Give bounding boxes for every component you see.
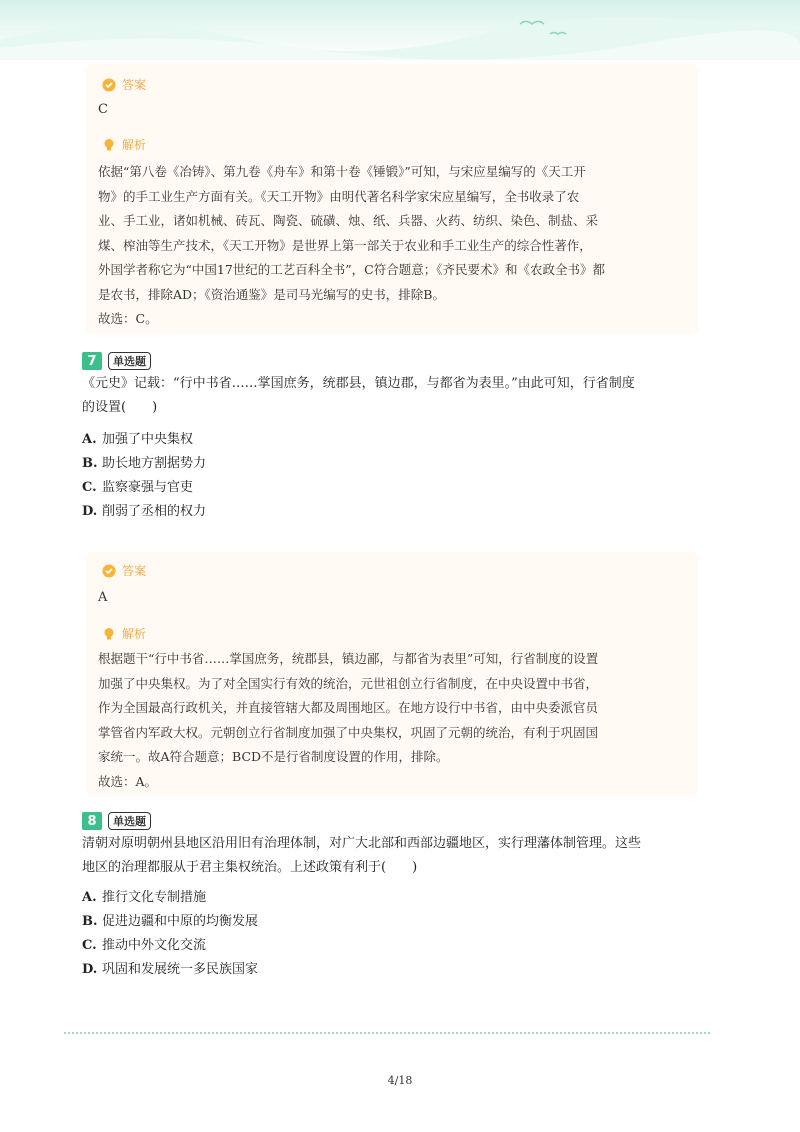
lightbulb-icon xyxy=(102,138,116,152)
option-c[interactable]: C. 监察豪强与官吏 xyxy=(82,480,194,495)
check-circle-icon xyxy=(102,78,116,92)
option-d[interactable]: D. 巩固和发展统一多民族国家 xyxy=(82,962,259,977)
footer-divider xyxy=(64,1032,710,1034)
question-type-badge: 单选题 xyxy=(108,352,151,370)
analysis-text: 依据“第八卷《冶铸》、第九卷《舟车》和第十卷《锤锻》”可知，与宋应星编写的《天工开 物》的手工业生产方面有关。《天工开物》由明代著名科学家宋应星编写，全书收录了农 业、手工业，诸如机械、砖瓦、陶瓷、硫磺、烛、纸、兵器、火药、纺织、染色、制盐、采 煤、榨油等生产技术，《天工开物》是世界上第一部关于农业和手工业生产的综合性著作， 外国学者称它为“中国17世纪的工艺百科全书”，C符合题意；《齐民要术》和《农政全书》都 是农书，排除AD；《资治通鉴》是司马光编写的史书，排除B。 故选：C。 xyxy=(98,164,606,326)
check-circle-icon xyxy=(102,564,116,578)
question-number: 8 xyxy=(82,812,102,830)
option-b[interactable]: B. 助长地方割据势力 xyxy=(82,456,207,471)
answer-value: A xyxy=(98,590,108,605)
question-type-badge: 单选题 xyxy=(108,812,151,830)
question-8-header xyxy=(82,812,151,830)
answer-label: 答案 xyxy=(102,562,146,579)
question-7-header xyxy=(82,352,151,370)
question-7-stem: 《元史》记载：“行中书省……掌国庶务，统郡县，镇边郡，与都省为表里。”由此可知，行省制度 的设置( ) xyxy=(82,376,635,415)
analysis-label: 解析 xyxy=(102,136,146,153)
lightbulb-icon xyxy=(102,627,116,641)
q7-solution-panel xyxy=(86,552,698,796)
answer-label: 答案 xyxy=(102,76,146,93)
option-b[interactable]: B. 促进边疆和中原的均衡发展 xyxy=(82,914,259,929)
answer-value: C xyxy=(98,102,108,117)
analysis-label: 解析 xyxy=(102,625,146,642)
analysis-text: 根据题干“行中书省……掌国庶务，统郡县，镇边鄙，与都省为表里”可知，行省制度的设置 加强了中央集权。为了对全国实行有效的统治，元世祖创立行省制度，在中央设置中书省， 作为全国最高行政机关，并直接管辖大都及周围地区。在地方设行中书省，由中央委派官员 掌管省内军政大权。元朝创立行省制度加强了中央集权，巩固了元朝的统治，有利于巩固国 家统一。故A符合题意；BCD不是行省制度设置的作用，排除。 故选：A。 xyxy=(98,651,599,789)
option-d[interactable]: D. 削弱了丞相的权力 xyxy=(82,504,207,519)
page-number: 4/18 xyxy=(387,1074,413,1087)
question-8-stem: 清朝对原明朝州县地区沿用旧有治理体制，对广大北部和西部边疆地区，实行理藩体制管理。这些 地区的治理都服从于君主集权统治。上述政策有利于( ) xyxy=(82,836,642,875)
option-c[interactable]: C. 推动中外文化交流 xyxy=(82,938,207,953)
q6-solution-panel xyxy=(86,64,698,334)
header-decoration xyxy=(0,0,800,60)
option-a[interactable]: A. 推行文化专制措施 xyxy=(82,890,207,905)
option-a[interactable]: A. 加强了中央集权 xyxy=(82,432,194,447)
question-number: 7 xyxy=(82,352,102,370)
